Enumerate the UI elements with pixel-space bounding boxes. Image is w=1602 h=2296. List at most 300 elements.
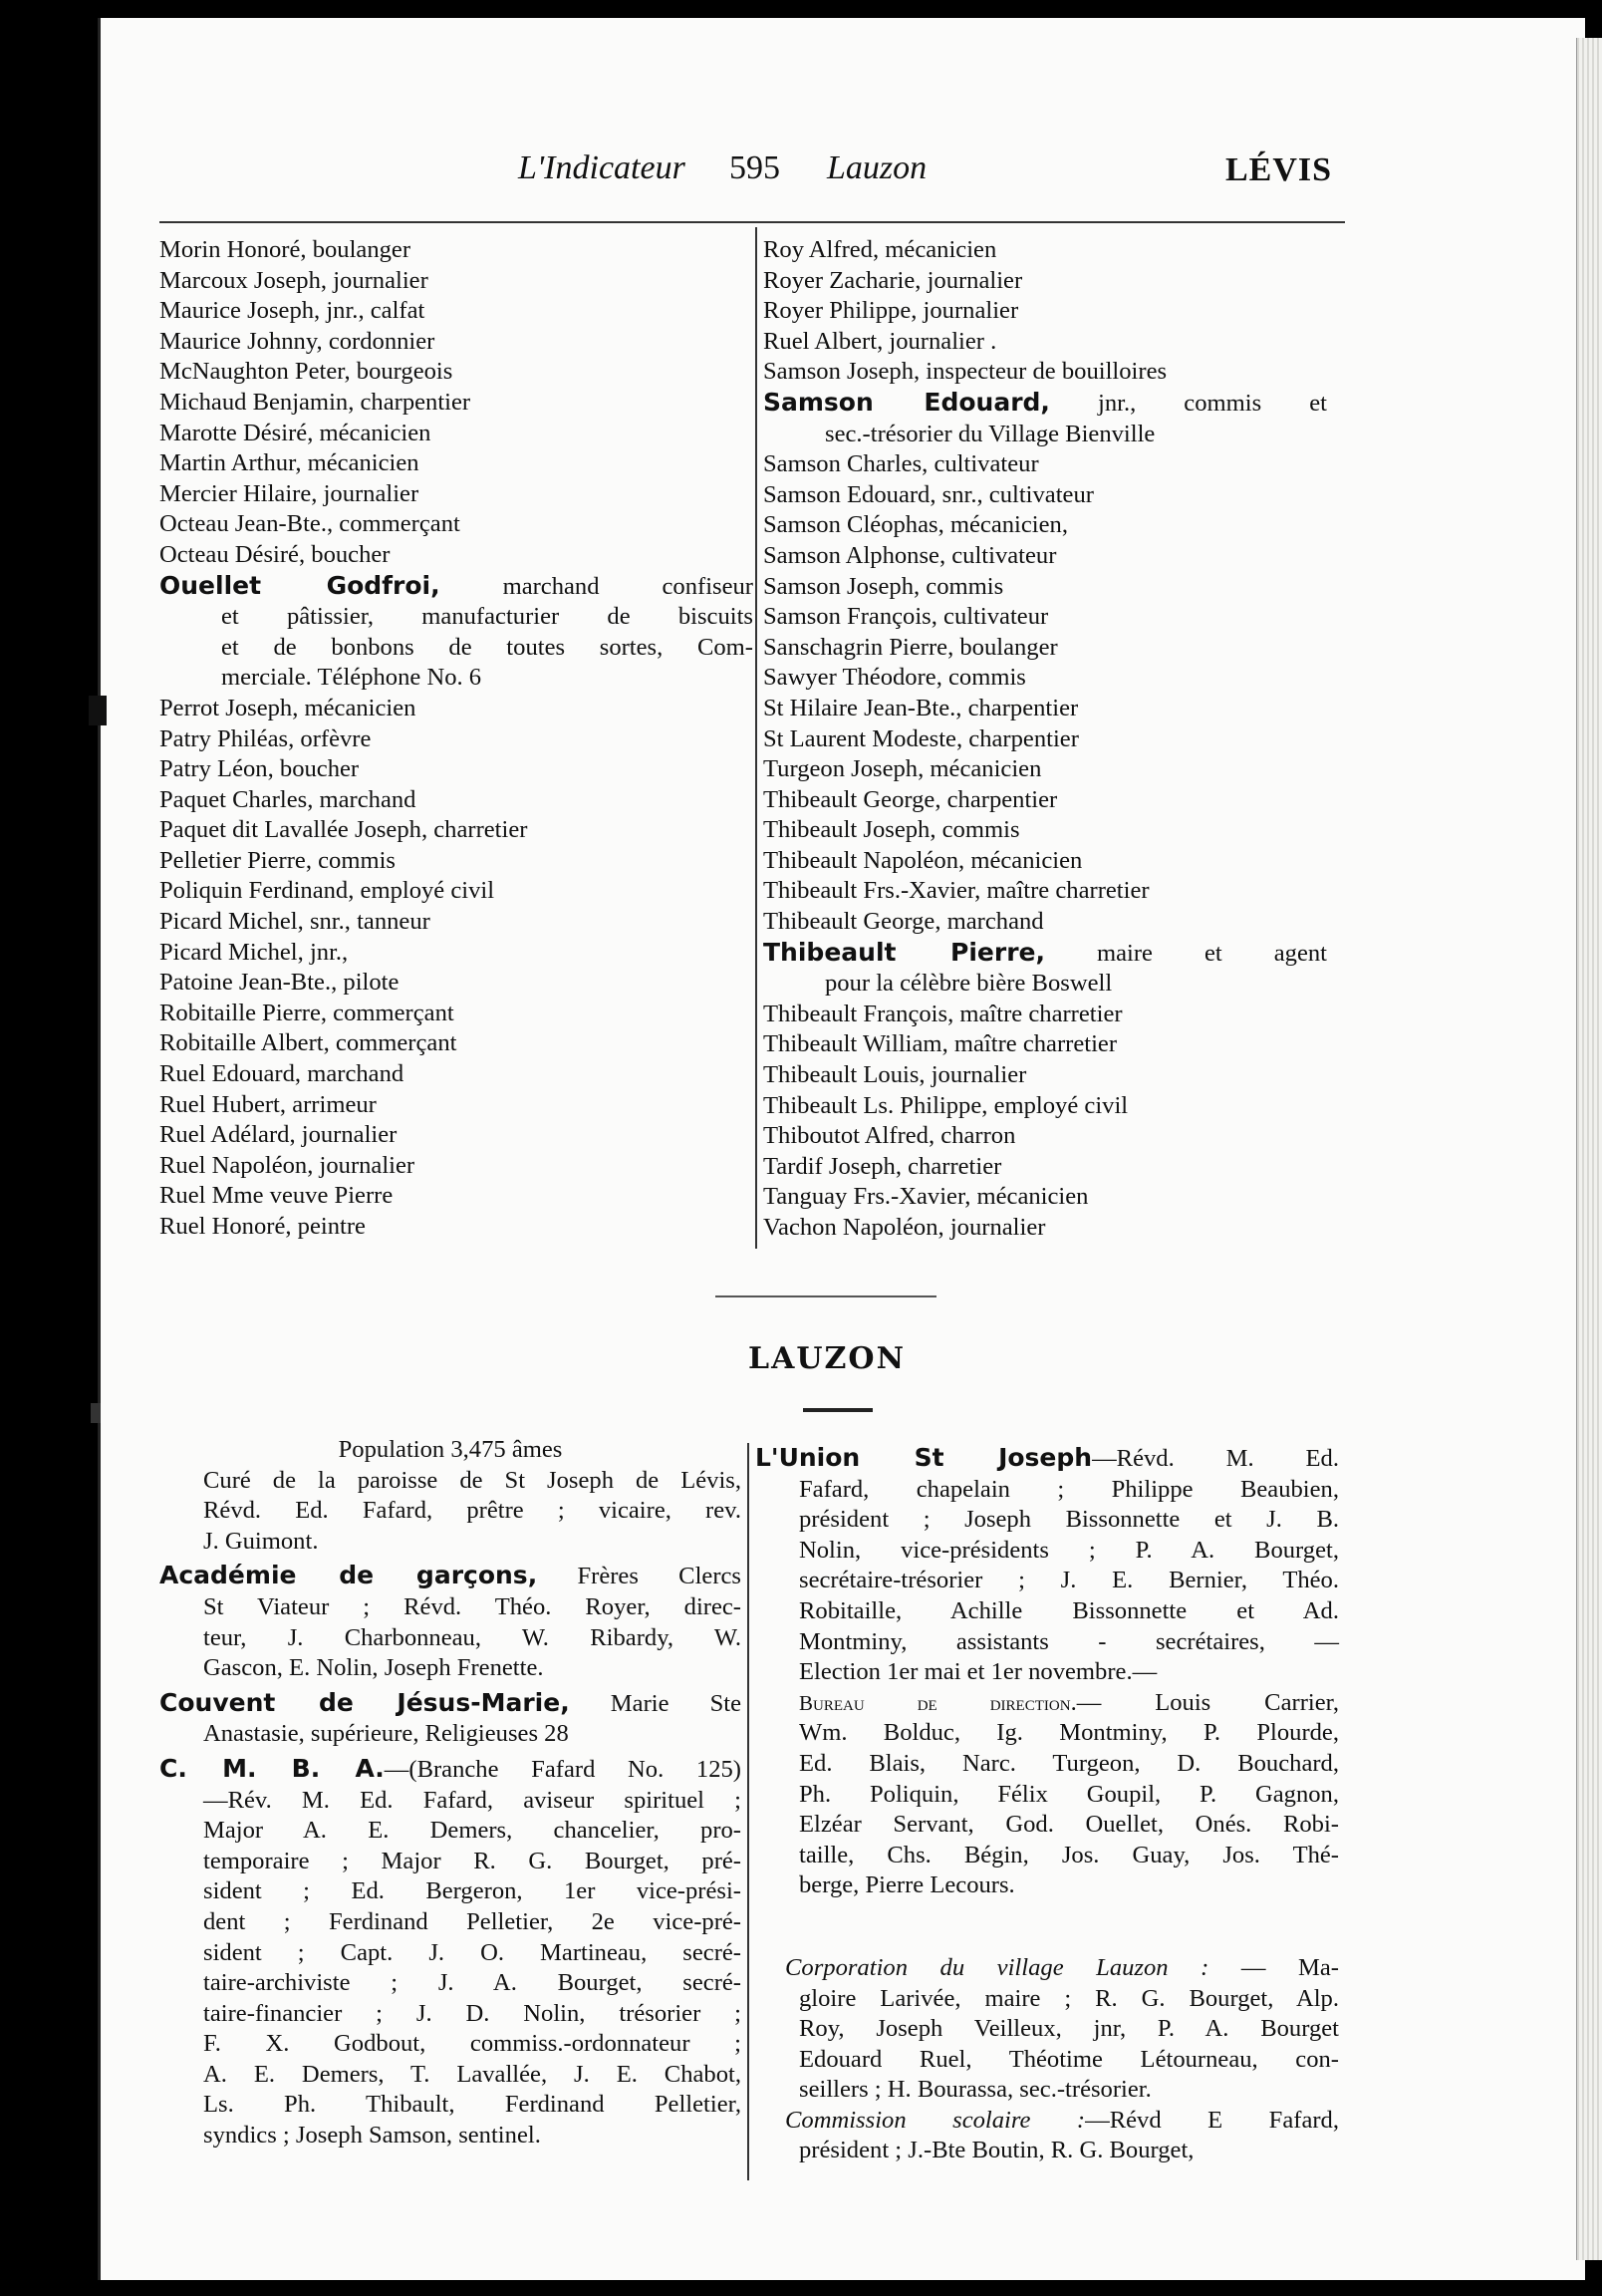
entry-name: Samson Alphonse (763, 541, 939, 569)
paragraph-line (159, 2029, 741, 2060)
paragraph-line (755, 2045, 1339, 2076)
entry-name: Samson Edouard, (763, 387, 1050, 417)
entry-name: Pelletier Pierre (159, 846, 306, 874)
paragraph-text: Ls. Ph. Thibault, Ferdinand Pelletier, (203, 2091, 741, 2119)
paragraph-text: Frères Clercs (537, 1563, 741, 1590)
entry-description: , snr., tanneur (297, 908, 430, 936)
entry-description: , commis (914, 572, 1004, 600)
directory-entry (159, 999, 753, 1029)
entry-continuation: sec.-trésorier du Village Bienville (825, 420, 1156, 447)
directory-entry (763, 296, 1327, 327)
paragraph-line (755, 1984, 1339, 2015)
entry-name: Samson Joseph (763, 358, 914, 386)
paragraph-line (159, 1847, 741, 1877)
paragraph-text: temporaire ; Major R. G. Bourget, pré- (203, 1847, 741, 1874)
directory-entry (763, 1091, 1327, 1122)
lauzon-left-column (159, 1435, 741, 2155)
entry-name: Robitaille Albert (159, 1029, 324, 1057)
paragraph-line (159, 2090, 741, 2121)
directory-entry (159, 724, 753, 755)
entry-description: , journalier (311, 479, 419, 507)
directory-entry (763, 907, 1327, 938)
paragraph-line (159, 1754, 741, 1786)
section-title: LAUZON (748, 1341, 906, 1376)
directory-entry (159, 1059, 753, 1090)
entry-name: Thibeault William (763, 1030, 942, 1058)
locality-label: Lauzon (827, 149, 928, 186)
paragraph-text: Fafard, chapelain ; Philippe Beaubien, (799, 1475, 1339, 1503)
entry-description: , journalier . (877, 327, 997, 355)
paragraph-line (159, 1496, 741, 1527)
directory-entry (763, 724, 1327, 755)
entry-description: , cultivateur (931, 603, 1049, 631)
entry-name: Tardif Joseph (763, 1152, 896, 1180)
directory-entry (159, 694, 753, 724)
entry-description: , marchand (294, 1060, 404, 1088)
paragraph-lead: C. M. B. A. (159, 1753, 385, 1783)
entry-name: Roy Alfred (763, 236, 873, 263)
directory-entry (159, 235, 753, 266)
directory-entry (763, 449, 1327, 480)
paragraph-text: Major A. E. Demers, chancelier, pro- (203, 1817, 741, 1845)
entry-name: Thibeault Louis (763, 1061, 920, 1089)
column-divider (747, 1443, 749, 2180)
directory-entry (159, 1212, 753, 1243)
entry-name: Thibeault Napoléon (763, 846, 959, 874)
directory-entry (763, 1060, 1327, 1091)
entry-description: , mécanicien, (937, 511, 1068, 539)
paragraph-text: Ph. Poliquin, Félix Goupil, P. Gagnon, (799, 1780, 1339, 1808)
paragraph-line (159, 1653, 741, 1684)
entry-continuation: et de bonbons de toutes sortes, Com- (221, 633, 753, 661)
entry-name: Michaud Benjamin (159, 388, 349, 416)
entry-name: Maurice Joseph (159, 297, 315, 325)
entry-continuation: pour la célèbre bière Boswell (825, 970, 1113, 998)
directory-entry (763, 572, 1327, 603)
entry-description: , employé civil (981, 1091, 1129, 1119)
directory-entry (159, 419, 753, 449)
paragraph-line (159, 1466, 741, 1497)
entry-name: Ruel Honoré (159, 1213, 286, 1240)
entry-description: , bourgeois (344, 358, 453, 386)
entry-description: , boucher (267, 755, 360, 783)
entry-description: , maître charretier (941, 1030, 1118, 1058)
directory-entry (159, 846, 753, 877)
entry-description: , commis (930, 816, 1020, 844)
paragraph-line (755, 1718, 1339, 1749)
entry-name: Patry Léon (159, 755, 268, 783)
paragraph-text: Roy, Joseph Veilleux, jnr, P. A. Bourget (799, 2015, 1339, 2043)
directory-entry (763, 327, 1327, 358)
entry-continuation: et pâtissier, manufacturier de biscuits (221, 603, 753, 631)
directory-entry (763, 510, 1327, 541)
paragraph-text: sident ; Capt. J. O. Martineau, secré- (203, 1938, 741, 1966)
paragraph-text: Anastasie, supérieure, Religieuses 28 (203, 1720, 569, 1748)
paragraph-line (755, 1870, 1339, 1901)
entry-description: maire et agent (1044, 939, 1327, 967)
entry-description: , charpentier (955, 694, 1079, 721)
paragraph-line (755, 1688, 1339, 1719)
paragraph-text: Révd. Ed. Fafard, prêtre ; vicaire, rev. (203, 1497, 741, 1525)
directory-entry (763, 815, 1327, 846)
paragraph-text: — Ma- (1208, 1953, 1339, 1981)
paragraph-text: .— Louis Carrier, (1070, 1688, 1339, 1716)
paragraph-line (159, 1527, 741, 1558)
directory-entry (763, 846, 1327, 877)
binding-mark (91, 1403, 101, 1423)
paragraph-text: Nolin, vice-présidents ; P. A. Bourget, (799, 1536, 1339, 1564)
entry-description: jnr., commis et (1049, 389, 1327, 417)
directory-entry (763, 754, 1327, 785)
paragraph-text: —(Branche Fafard No. 125) (384, 1755, 741, 1783)
paragraph-text: Curé de la paroisse de St Joseph de Lévis, (203, 1466, 741, 1494)
paragraph-line (159, 1938, 741, 1969)
entry-name: Ruel Adélard (159, 1121, 290, 1149)
entry-description: , boulanger (300, 236, 411, 263)
paragraph-text: Montminy, assistants - secrétaires, — (799, 1627, 1339, 1655)
entry-description: , pilote (331, 969, 400, 997)
entry-name: Octeau Désiré (159, 540, 299, 568)
entry-description: , arrimeur (279, 1090, 377, 1118)
paragraph-text: St Viateur ; Révd. Théo. Royer, direc- (203, 1592, 741, 1620)
directory-entry (159, 1120, 753, 1151)
directory-entry (763, 1000, 1327, 1030)
entry-name: Thibeault Pierre, (763, 937, 1045, 967)
entry-description: , orfèvre (288, 724, 372, 752)
paragraph-line (755, 1749, 1339, 1780)
directory-entry (159, 479, 753, 510)
paragraph-text: secrétaire-trésorier ; J. E. Bernier, Théo. (799, 1567, 1339, 1594)
directory-entry (159, 938, 753, 969)
directory-entry (159, 357, 753, 388)
paragraph-text: Marie Ste (569, 1689, 742, 1717)
entry-name: Royer Philippe (763, 297, 912, 325)
paragraph-text: A. E. Demers, T. Lavallée, J. E. Chabot, (203, 2060, 741, 2088)
lauzon-right-column (755, 1443, 1339, 2166)
entry-name: Thibeault George (763, 908, 935, 936)
paragraph-text: syndics ; Joseph Samson, sentinel. (203, 2122, 541, 2150)
paragraph-line (159, 1876, 741, 1907)
entry-description: , mécanicien (295, 449, 419, 477)
directory-entry (159, 540, 753, 571)
directory-entry (763, 1213, 1327, 1244)
directory-entry (159, 296, 753, 327)
entry-name: Samson François (763, 603, 932, 631)
paragraph-text: taire-financier ; J. D. Nolin, trésorier ; (203, 1999, 741, 2027)
entry-description: , snr., cultivateur (930, 480, 1094, 508)
entry-name: Thiboutot Alfred (763, 1122, 929, 1150)
entry-name: Thibeault François (763, 1000, 948, 1027)
directory-entry (159, 876, 753, 907)
entry-description: marchand confiseur (439, 572, 753, 600)
directory-entry (159, 968, 753, 999)
directory-entry (763, 785, 1327, 816)
directory-entry (159, 1181, 753, 1212)
entry-description: , marchand (934, 908, 1044, 936)
directory-entry (763, 480, 1327, 511)
entry-name: St Laurent Modeste (763, 724, 956, 752)
entry-description: , marchand (307, 785, 416, 813)
entry-description: , jnr., (297, 938, 349, 966)
entry-name: Samson Cléophas (763, 511, 938, 539)
paragraph-line (159, 1592, 741, 1623)
entry-name: Patoine Jean-Bte. (159, 969, 332, 997)
paragraph-text: taille, Chs. Bégin, Jos. Guay, Jos. Thé- (799, 1841, 1339, 1868)
entry-name: Picard Michel (159, 908, 298, 936)
entry-description: , mécanicien (918, 755, 1042, 783)
directory-entry (159, 907, 753, 938)
paragraph-text: taire-archiviste ; J. A. Bourget, secré- (203, 1969, 741, 1997)
paragraph-line (159, 1719, 741, 1750)
entry-description: , commerçant (326, 510, 460, 538)
entry-name: McNaughton Peter (159, 358, 345, 386)
paragraph-line (755, 1780, 1339, 1811)
paragraph-text: F. X. Godbout, commiss.-ordonnateur ; (203, 2030, 741, 2058)
entry-description: , journalier (919, 1061, 1027, 1089)
directory-entry (763, 266, 1327, 297)
section-rule (803, 1408, 873, 1412)
paragraph-line (159, 1968, 741, 1999)
entry-description: , commis (935, 664, 1026, 692)
entry-description: , maître charretier (947, 1000, 1123, 1027)
entry-name: Royer Zacharie (763, 266, 916, 294)
entry-name: Ruel Edouard (159, 1060, 295, 1088)
directory-entry (159, 266, 753, 297)
paragraph-lead: Corporation du village Lauzon : (785, 1953, 1209, 1981)
entry-description: , charpentier (348, 388, 471, 416)
entry-description: , employé civil (348, 877, 495, 905)
entry-name: Octeau Jean-Bte. (159, 510, 327, 538)
directory-entry (763, 357, 1327, 388)
entry-description: , boucher (298, 540, 391, 568)
paragraph-text: président ; Joseph Bissonnette et J. B. (799, 1506, 1339, 1534)
paragraph-text: —Révd E Fafard, (1085, 2106, 1339, 2134)
entry-name: Ruel Albert (763, 327, 878, 355)
entry-description: , journalier (911, 297, 1019, 325)
paragraph-line (159, 1816, 741, 1847)
directory-entry (159, 1028, 753, 1059)
directory-entry (763, 1121, 1327, 1152)
entry-name: Tanguay Frs.-Xavier (763, 1183, 965, 1211)
entry-description: , charron (928, 1122, 1016, 1150)
paragraph-lead: Académie de garçons, (159, 1561, 538, 1590)
page-number: 595 (729, 149, 780, 186)
directory-entry (159, 571, 753, 603)
paragraph-line (755, 1536, 1339, 1567)
paragraph-line (755, 2106, 1339, 2137)
paragraph-line (159, 2060, 741, 2091)
paragraph-line (755, 1566, 1339, 1596)
header-rule (159, 221, 1345, 223)
paragraph-line (159, 1688, 741, 1720)
directory-entry (159, 1090, 753, 1121)
entry-description: , journalier (937, 1214, 1046, 1241)
directory-entry (159, 785, 753, 816)
directory-entry (763, 1152, 1327, 1183)
entry-description: , cordonnier (316, 327, 435, 355)
directory-entry (763, 541, 1327, 572)
paragraph-text: Edouard Ruel, Théotime Létourneau, con- (799, 2045, 1339, 2073)
paragraph-lead: Couvent de Jésus-Marie, (159, 1687, 570, 1717)
entry-description: , inspecteur de bouilloires (914, 358, 1168, 386)
paragraph-text: seillers ; H. Bourassa, sec.-trésorier. (799, 2076, 1152, 2104)
entry-name: Paquet dit Lavallée Joseph (159, 816, 421, 844)
directory-entry (159, 509, 753, 540)
entry-name: Martin Arthur (159, 449, 296, 477)
paragraph-lead: Commission scolaire : (785, 2106, 1086, 2134)
entry-name: Thibeault George (763, 785, 935, 813)
entry-name: Vachon Napoléon (763, 1214, 938, 1241)
entry-name: Thibeault Frs.-Xavier (763, 877, 975, 905)
paragraph-line (755, 1596, 1339, 1627)
paragraph-line (159, 1561, 741, 1592)
entry-description: , mécanicien (872, 236, 997, 263)
paragraph-text: Election 1er mai et 1er novembre.— (799, 1658, 1158, 1686)
paragraph-line (755, 1475, 1339, 1506)
paragraph-text: —Révd. M. Ed. (1092, 1445, 1339, 1472)
entry-name: St Hilaire Jean-Bte. (763, 694, 956, 721)
directory-entry (763, 388, 1327, 420)
entry-description: , journalier (289, 1121, 398, 1149)
entry-description: , charpentier (934, 785, 1058, 813)
paragraph-line (159, 1907, 741, 1938)
paragraph-text: berge, Pierre Lecours. (799, 1871, 1015, 1899)
population-line: Population 3,475 âmes (338, 1436, 563, 1463)
paragraph-line (755, 1505, 1339, 1536)
directory-entry (159, 327, 753, 358)
entry-description: , mécanicien (307, 419, 431, 446)
directory-entry (763, 1182, 1327, 1213)
entry-name: Ruel Hubert (159, 1090, 280, 1118)
entry-description: , charretier (895, 1152, 1002, 1180)
right-directory-column (763, 235, 1327, 1244)
entry-name: Sanschagrin Pierre (763, 633, 948, 661)
entry-name: Samson Charles (763, 450, 923, 478)
entry-name: Patry Philéas (159, 724, 289, 752)
entry-name: Robitaille Pierre (159, 999, 321, 1026)
paragraph-line (755, 1841, 1339, 1871)
city-heading: LÉVIS (1225, 151, 1333, 188)
paragraph-text: —Rév. M. Ed. Fafard, aviseur spirituel ; (203, 1786, 741, 1814)
entry-description: , mécanicien (964, 1183, 1089, 1211)
page-edge (1576, 38, 1602, 2260)
paragraph-lead: L'Union St Joseph (755, 1443, 1093, 1472)
entry-description: , charretier (420, 816, 528, 844)
entry-description: , journalier (320, 266, 428, 294)
directory-entry (763, 938, 1327, 970)
entry-description: , boulanger (947, 633, 1058, 661)
paragraph-line (755, 1443, 1339, 1475)
paragraph-text: Elzéar Servant, God. Ouellet, Onés. Robi- (799, 1811, 1339, 1839)
entry-description: , journalier (307, 1151, 415, 1179)
directory-entry (159, 448, 753, 479)
paragraph-line (755, 2014, 1339, 2045)
entry-name: Poliquin Ferdinand (159, 877, 349, 905)
directory-entry (763, 602, 1327, 633)
entry-description: , jnr., calfat (314, 297, 425, 325)
directory-entry (159, 1151, 753, 1182)
entry-name: Ruel Napoléon (159, 1151, 308, 1179)
left-directory-column (159, 235, 753, 1243)
entry-description: , mécanicien (958, 846, 1083, 874)
entry-description: , maître charretier (974, 877, 1150, 905)
entry-description: , peintre (285, 1213, 366, 1240)
directory-entry (763, 1029, 1327, 1060)
entry-description: , commerçant (320, 999, 454, 1026)
entry-name: Maurice Johnny (159, 327, 317, 355)
paragraph-text: sident ; Ed. Bergeron, 1er vice-prési- (203, 1877, 741, 1905)
directory-entry (763, 876, 1327, 907)
directory-entry (159, 754, 753, 785)
entry-description: , cultivateur (922, 450, 1039, 478)
directory-entry (763, 235, 1327, 266)
entry-name: Turgeon Joseph (763, 755, 919, 783)
entry-name: Samson Edouard (763, 480, 931, 508)
page-header (0, 130, 1345, 189)
entry-name: Morin Honoré (159, 236, 301, 263)
paragraph-text: teur, J. Charbonneau, W. Ribardy, W. (203, 1623, 741, 1651)
entry-name: Ouellet Godfroi, (159, 570, 440, 600)
paragraph-text: Wm. Bolduc, Ig. Montminy, P. Plourde, (799, 1719, 1339, 1747)
entry-description: , mécanicien (292, 694, 416, 721)
paragraph-line (755, 2136, 1339, 2166)
publication-title: L'Indicateur (518, 149, 685, 186)
directory-entry (763, 663, 1327, 694)
binding-mark (89, 696, 107, 725)
paragraph-line (159, 2121, 741, 2152)
entry-name: Thibeault Ls. Philippe (763, 1091, 982, 1119)
paragraph-text: président ; J.-Bte Boutin, R. G. Bourget, (799, 2137, 1195, 2164)
paragraph-text: J. Guimont. (203, 1527, 319, 1555)
directory-entry (763, 694, 1327, 724)
entry-name: Ruel Mme veuve Pierre (159, 1182, 394, 1210)
paragraph-line (755, 1810, 1339, 1841)
entry-name: Perrot Joseph (159, 694, 293, 721)
paragraph-text: Gascon, E. Nolin, Joseph Frenette. (203, 1654, 544, 1682)
section-rule (715, 1295, 936, 1297)
paragraph-line (755, 1657, 1339, 1688)
entry-description: , commis (305, 846, 397, 874)
entry-name: Marotte Désiré (159, 419, 308, 446)
entry-description: , commerçant (323, 1029, 457, 1057)
paragraph-text: dent ; Ferdinand Pelletier, 2e vice-pré- (203, 1907, 741, 1935)
paragraph-line (755, 2075, 1339, 2106)
column-divider (755, 227, 757, 1249)
entry-name: Thibeault Joseph (763, 816, 931, 844)
paragraph-line (755, 1627, 1339, 1658)
paragraph-line (159, 1999, 741, 2030)
directory-entry (159, 815, 753, 846)
paragraph-line (159, 1623, 741, 1654)
paragraph-text: Robitaille, Achille Bissonnette et Ad. (799, 1596, 1339, 1624)
entry-name: Samson Joseph (763, 572, 914, 600)
paragraph-text: Ed. Blais, Narc. Turgeon, D. Bouchard, (799, 1749, 1339, 1777)
entry-continuation: merciale. Téléphone No. 6 (221, 664, 482, 692)
directory-entry (763, 633, 1327, 664)
entry-name: Picard Michel (159, 938, 298, 966)
entry-description: , charpentier (955, 724, 1079, 752)
directory-entry (159, 388, 753, 419)
entry-name: Marcoux Joseph (159, 266, 321, 294)
entry-description: , journalier (915, 266, 1023, 294)
entry-name: Mercier Hilaire (159, 479, 312, 507)
paragraph-line (159, 1786, 741, 1817)
entry-description: , cultivateur (938, 541, 1057, 569)
entry-name: Paquet Charles (159, 785, 308, 813)
bureau-label: Bureau de direction (799, 1690, 1071, 1715)
entry-name: Sawyer Théodore (763, 664, 936, 692)
paragraph-line (755, 1953, 1339, 1984)
